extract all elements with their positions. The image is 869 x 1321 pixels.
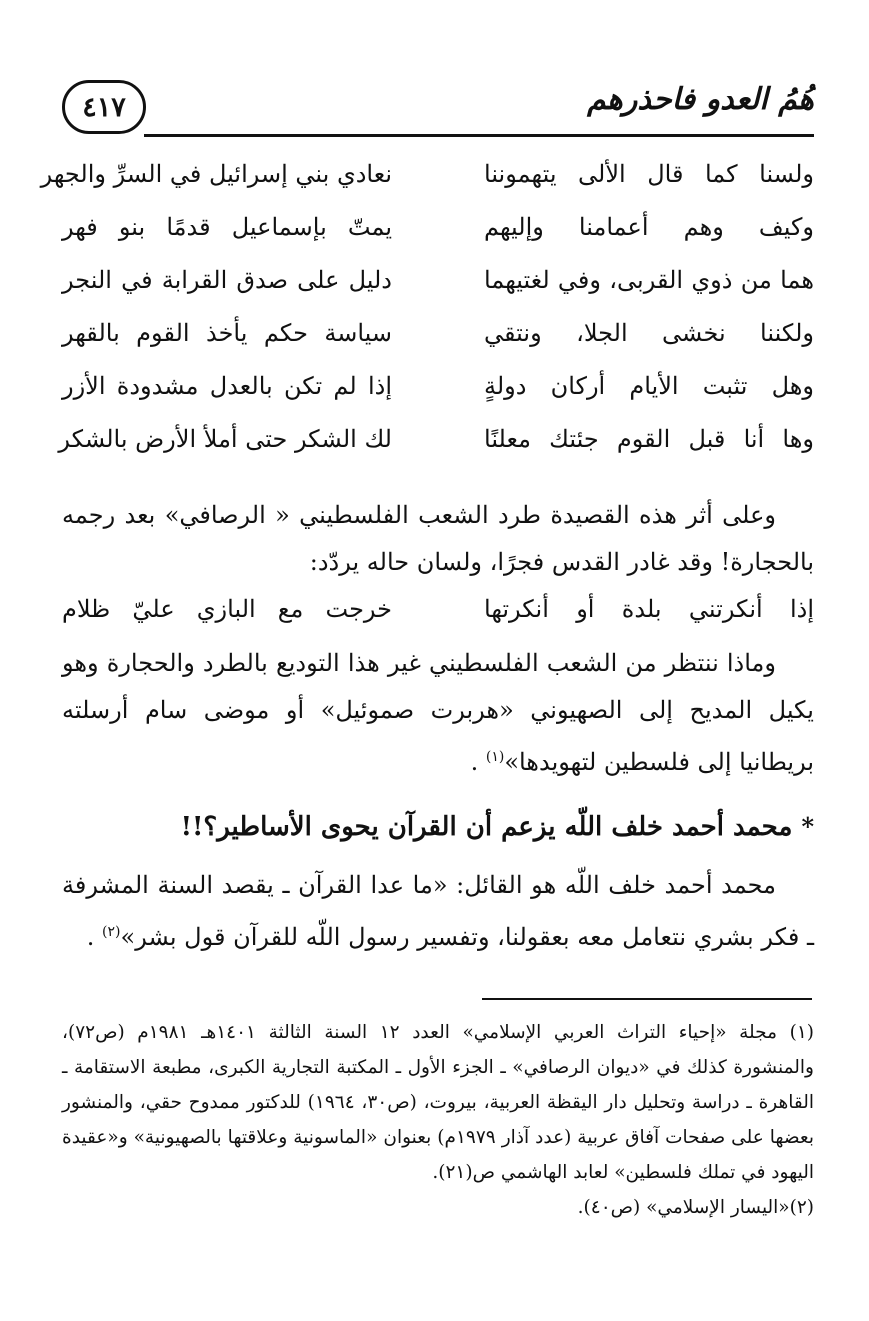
verse-first-hemistich: وها أنا قبل القوم جئتك معلنًا xyxy=(484,425,814,453)
verse-second-hemistich: خرجت مع البازي عليّ ظلام xyxy=(62,595,392,623)
verse-second-hemistich: لك الشكر حتى أملأ الأرض بالشكر xyxy=(58,425,392,453)
verse-first-hemistich: هما من ذوي القربى، وفي لغتيهما xyxy=(484,266,814,294)
verse-second-hemistich: إذا لم تكن بالعدل مشدودة الأزر xyxy=(62,372,392,400)
paragraph-text xyxy=(62,640,814,786)
verse-second-hemistich: دليل على صدق القرابة في النجر xyxy=(62,266,392,294)
footnote-separator xyxy=(482,998,812,1000)
poem-verse xyxy=(58,425,814,478)
section-heading xyxy=(62,812,814,842)
verse-first-hemistich: ولسنا كما قال الألى يتهموننا xyxy=(484,160,814,188)
footnote-ref: (٢) xyxy=(102,924,121,940)
footnote-1: (١) مجلة «إحياء التراث العربي الإسلامي» العدد ١٢ السنة الثالثة ١٤٠١هـ ١٩٨١م (ص٧٢)، والمنشورة كذلك في «ديوان الرصافي» ـ الجزء الأول ـ المكتبة التجارية الكبرى، مطبعة الاستقامة ـ القاهرة ـ دراسة وتحليل دار اليقظة العربية، بيروت، (ص٣٠، ١٩٦٤) للدكتور ممدوح حقي، والمنشور بعضها على صفحات آفاق عربية (عدد آذار ١٩٧٩م) بعنوان «الماسونية وعلاقتها بالصهيونية» و«عقيدة اليهود في تملك فلسطين» لعابد الهاشمي ص(٢١). xyxy=(62,1022,814,1183)
paragraph-1 xyxy=(62,492,814,586)
verse-second-hemistich: يمتّ بإسماعيل قدمًا بنو فهر xyxy=(62,213,392,241)
verse-second-hemistich: سياسة حكم يأخذ القوم بالقهر xyxy=(62,319,392,347)
verse-first-hemistich: إذا أنكرتني بلدة أو أنكرتها xyxy=(484,595,814,623)
page-number: ٤١٧ xyxy=(62,80,146,134)
footnote-ref: (١) xyxy=(485,749,505,765)
paragraph-end: . xyxy=(470,748,479,776)
footnotes xyxy=(62,1015,814,1225)
poem-verse xyxy=(40,160,814,213)
paragraph-body: محمد أحمد خلف اللّه هو القائل: «ما عدا القرآن ـ يقصد السنة المشرفة ـ فكر بشري نتعامل معه بعقولنا، وتفسير رسول اللّه للقرآن قول بشر» xyxy=(62,871,814,951)
quoted-verse xyxy=(62,595,814,635)
verse-first-hemistich: وكيف وهم أعمامنا وإليهم xyxy=(484,213,814,241)
paragraph-2 xyxy=(62,640,814,786)
poem-verse xyxy=(62,372,814,425)
poem xyxy=(40,160,814,478)
paragraph-3 xyxy=(62,862,814,961)
bullet-star: * xyxy=(801,812,814,841)
poem-verse xyxy=(62,266,814,319)
page-header xyxy=(62,80,814,140)
poem-verse xyxy=(62,319,814,372)
paragraph-body: وماذا ننتظر من الشعب الفلسطيني غير هذا التوديع بالطرد والحجارة وهو يكيل المديح إلى الصهيوني «هربرت صموئيل» أو موضى سام أرسلته بريطانيا إلى فلسطين لتهويدها» xyxy=(62,649,814,776)
paragraph-text xyxy=(62,862,814,961)
verse-first-hemistich: ولكننا نخشى الجلا، ونتقي xyxy=(484,319,814,347)
verse-second-hemistich: نعادي بني إسرائيل في السرِّ والجهر xyxy=(40,160,392,188)
footnote-2: (٢)«اليسار الإسلامي» (ص٤٠). xyxy=(577,1197,814,1218)
paragraph-text: وعلى أثر هذه القصيدة طرد الشعب الفلسطيني « الرصافي» بعد رجمه بالحجارة! وقد غادر القدس فجرًا، ولسان حاله يردّد: xyxy=(62,501,814,576)
heading-text: محمد أحمد خلف اللّه يزعم أن القرآن يحوى الأساطير؟!! xyxy=(180,812,793,842)
poem-verse xyxy=(62,213,814,266)
running-title: هُمُ العدو فاحذرهم xyxy=(587,82,814,117)
paragraph-end: . xyxy=(86,923,95,951)
verse-first-hemistich: وهل تثبت الأيام أركان دولةٍ xyxy=(484,372,814,400)
header-rule xyxy=(144,134,814,137)
